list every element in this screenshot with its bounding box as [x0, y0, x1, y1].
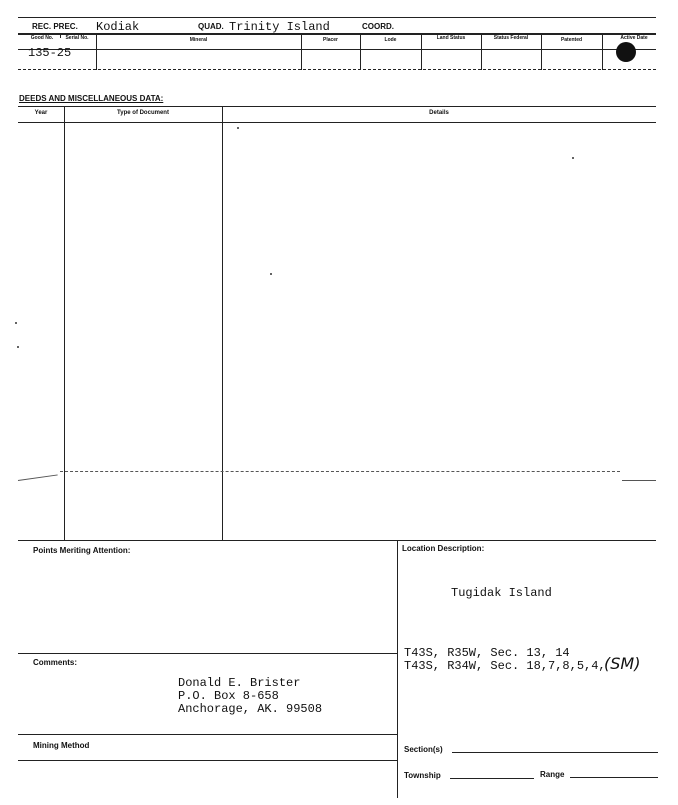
speck	[15, 322, 17, 324]
col-divider-land	[421, 34, 422, 70]
speck	[270, 273, 272, 275]
col-placer: Placer	[322, 37, 338, 43]
comments-address-2: Anchorage, AK. 99508	[178, 702, 323, 716]
deeds-bottom-rule	[18, 540, 656, 541]
deeds-divider-type	[222, 107, 223, 540]
speck	[572, 157, 574, 159]
mining-method-label: Mining Method	[33, 741, 90, 750]
col-active-date: Active Date	[620, 35, 648, 41]
scan-curl-right	[622, 480, 656, 481]
speck	[237, 127, 239, 129]
deeds-section-title: DEEDS AND MISCELLANEOUS DATA:	[19, 94, 164, 103]
good-no-value: 135-25	[28, 46, 72, 60]
location-line-1: T43S, R35W, Sec. 13, 14	[404, 646, 570, 660]
coord-label: COORD.	[362, 22, 394, 31]
range-label: Range	[540, 770, 565, 779]
sections-label: Section(s)	[404, 745, 443, 754]
speck	[17, 346, 19, 348]
location-place: Tugidak Island	[451, 586, 552, 600]
deeds-divider-year	[64, 107, 65, 540]
comments-address-1: P.O. Box 8-658	[178, 689, 279, 703]
col-status-federal: Status Federal	[493, 35, 529, 41]
punch-hole-dot	[616, 42, 636, 62]
range-field[interactable]	[570, 777, 658, 778]
mining-bottom-rule	[18, 760, 397, 761]
township-field[interactable]	[450, 778, 534, 779]
col-serial-no: Serial No.	[65, 35, 89, 41]
comments-top-rule	[18, 653, 397, 654]
data-row-bottom	[18, 69, 656, 70]
deeds-top-rule	[18, 106, 656, 107]
deeds-col-type: Type of Document	[117, 110, 169, 116]
location-line-2: T43S, R34W, Sec. 18,7,8,5,4,	[404, 659, 606, 673]
sections-field[interactable]	[452, 752, 658, 753]
deeds-header-rule	[18, 122, 656, 123]
comments-label: Comments:	[33, 658, 78, 667]
header-band-bottom	[18, 49, 656, 50]
location-annotation: (SM)	[604, 654, 641, 673]
col-land-status: Land Status	[436, 35, 466, 41]
col-lode: Lode	[384, 37, 397, 43]
deeds-col-year: Year	[34, 110, 48, 116]
township-label: Township	[404, 771, 441, 780]
col-patented: Patented	[560, 37, 583, 43]
mining-top-rule	[18, 734, 397, 735]
col-divider-active	[602, 34, 603, 70]
col-divider-federal	[481, 34, 482, 70]
header-band-top	[18, 33, 656, 35]
col-mineral: Mineral	[189, 37, 208, 43]
deeds-col-details: Details	[429, 110, 449, 116]
location-label: Location Description:	[402, 544, 485, 553]
scan-curl-left	[18, 474, 58, 481]
rec-prec-label: REC. PREC.	[32, 22, 78, 31]
rec-prec-value: Kodiak	[96, 20, 140, 34]
points-label: Points Meriting Attention:	[33, 546, 131, 555]
scan-line	[60, 471, 620, 472]
col-good-no: Good No.	[30, 35, 54, 41]
lower-center-divider	[397, 540, 398, 798]
top-rule	[18, 17, 656, 18]
quad-value: Trinity Island	[229, 20, 330, 34]
comments-name: Donald E. Brister	[178, 676, 301, 690]
quad-label: QUAD.	[198, 22, 224, 31]
